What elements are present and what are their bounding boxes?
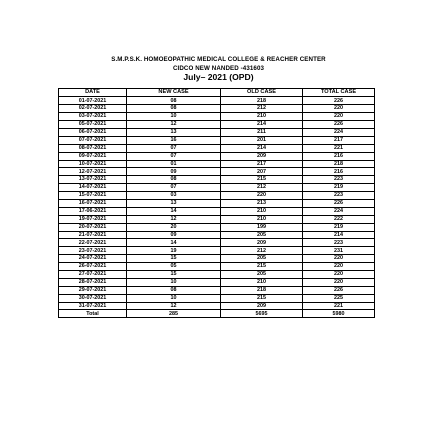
table-row	[59, 247, 375, 255]
total-case-cell: 218	[303, 160, 375, 168]
total-case-cell: 216	[303, 168, 375, 176]
total-case-cell: 217	[303, 136, 375, 144]
old-case-cell: 201	[221, 136, 303, 144]
total-case-cell: 226	[303, 97, 375, 105]
old-case-cell: 212	[221, 105, 303, 113]
old-case-cell: 220	[221, 192, 303, 200]
total-row	[59, 310, 375, 318]
date-cell: 30-07-2021	[59, 294, 127, 302]
table-row	[59, 121, 375, 129]
table-row	[59, 302, 375, 310]
new-case-cell: 12	[127, 302, 221, 310]
new-case-cell: 19	[127, 247, 221, 255]
total-old-case: 5695	[221, 310, 303, 318]
total-case-cell: 220	[303, 278, 375, 286]
table-row	[59, 286, 375, 294]
total-case-cell: 226	[303, 199, 375, 207]
total-label: Total	[59, 310, 127, 318]
new-case-cell: 03	[127, 192, 221, 200]
institution-name: S.M.P.S.K. HOMOEOPATHIC MEDICAL COLLEGE & REACHER CENTER	[111, 56, 326, 63]
table-row	[59, 231, 375, 239]
date-cell: 24-07-2021	[59, 255, 127, 263]
column-header-new-case: NEW CASE	[127, 89, 221, 97]
old-case-cell: 217	[221, 160, 303, 168]
date-cell: 12-07-2021	[59, 168, 127, 176]
date-cell: 06-07-2021	[59, 128, 127, 136]
old-case-cell: 212	[221, 247, 303, 255]
date-cell: 07-07-2021	[59, 136, 127, 144]
table-row	[59, 294, 375, 302]
total-case-cell: 220	[303, 263, 375, 271]
old-case-cell: 214	[221, 121, 303, 129]
old-case-cell: 215	[221, 263, 303, 271]
new-case-cell: 10	[127, 113, 221, 121]
date-cell: 03-07-2021	[59, 113, 127, 121]
total-case-cell: 224	[303, 128, 375, 136]
old-case-cell: 210	[221, 215, 303, 223]
date-cell: 27-07-2021	[59, 270, 127, 278]
new-case-cell: 20	[127, 223, 221, 231]
new-case-cell: 08	[127, 286, 221, 294]
table-row	[59, 97, 375, 105]
table-row	[59, 160, 375, 168]
new-case-cell: 08	[127, 176, 221, 184]
old-case-cell: 215	[221, 294, 303, 302]
total-case-cell: 214	[303, 231, 375, 239]
table-row	[59, 152, 375, 160]
total-case-cell: 223	[303, 239, 375, 247]
old-case-cell: 205	[221, 270, 303, 278]
institution-address: CIDCO NEW NANDED -431603	[172, 65, 265, 72]
date-cell: 01-07-2021	[59, 97, 127, 105]
total-case-cell: 216	[303, 152, 375, 160]
date-cell: 02-07-2021	[59, 105, 127, 113]
date-cell: 17-06-2021	[59, 207, 127, 215]
old-case-cell: 213	[221, 199, 303, 207]
table-row	[59, 144, 375, 152]
new-case-cell: 01	[127, 160, 221, 168]
old-case-cell: 209	[221, 302, 303, 310]
new-case-cell: 14	[127, 239, 221, 247]
total-case-cell: 226	[303, 286, 375, 294]
table-row	[59, 176, 375, 184]
table-row	[59, 113, 375, 121]
date-cell: 22-07-2021	[59, 239, 127, 247]
opd-table	[58, 88, 375, 318]
total-case-cell: 220	[303, 105, 375, 113]
total-total-case: 5980	[303, 310, 375, 318]
total-case-cell: 219	[303, 184, 375, 192]
old-case-cell: 218	[221, 286, 303, 294]
date-cell: 08-07-2021	[59, 144, 127, 152]
date-cell: 13-07-2021	[59, 176, 127, 184]
old-case-cell: 205	[221, 255, 303, 263]
old-case-cell: 218	[221, 97, 303, 105]
total-case-cell: 219	[303, 223, 375, 231]
total-case-cell: 223	[303, 176, 375, 184]
date-cell: 14-07-2021	[59, 184, 127, 192]
old-case-cell: 210	[221, 113, 303, 121]
new-case-cell: 08	[127, 105, 221, 113]
new-case-cell: 09	[127, 168, 221, 176]
date-cell: 21-07-2021	[59, 231, 127, 239]
old-case-cell: 210	[221, 278, 303, 286]
table-row	[59, 270, 375, 278]
table-header-row	[59, 89, 375, 97]
table-row	[59, 263, 375, 271]
table-body	[59, 97, 375, 310]
table-row	[59, 215, 375, 223]
table-row	[59, 278, 375, 286]
total-new-case: 285	[127, 310, 221, 318]
new-case-cell: 16	[127, 136, 221, 144]
column-header-date: DATE	[59, 89, 127, 97]
table-row	[59, 223, 375, 231]
new-case-cell: 07	[127, 184, 221, 192]
new-case-cell: 15	[127, 270, 221, 278]
total-case-cell: 224	[303, 207, 375, 215]
table-row	[59, 128, 375, 136]
date-cell: 05-07-2021	[59, 121, 127, 129]
new-case-cell: 13	[127, 128, 221, 136]
table-row	[59, 184, 375, 192]
new-case-cell: 10	[127, 278, 221, 286]
column-header-old-case: OLD CASE	[221, 89, 303, 97]
total-case-cell: 223	[303, 192, 375, 200]
old-case-cell: 207	[221, 168, 303, 176]
report-period-title: July– 2021 (OPD)	[183, 72, 254, 82]
date-cell: 10-07-2021	[59, 160, 127, 168]
total-case-cell: 225	[303, 294, 375, 302]
new-case-cell: 12	[127, 121, 221, 129]
table-row	[59, 105, 375, 113]
new-case-cell: 07	[127, 152, 221, 160]
table-row	[59, 199, 375, 207]
old-case-cell: 214	[221, 144, 303, 152]
date-cell: 19-07-2021	[59, 215, 127, 223]
new-case-cell: 13	[127, 199, 221, 207]
date-cell: 26-07-2021	[59, 263, 127, 271]
date-cell: 16-07-2021	[59, 199, 127, 207]
new-case-cell: 14	[127, 207, 221, 215]
date-cell: 23-07-2021	[59, 247, 127, 255]
old-case-cell: 199	[221, 223, 303, 231]
old-case-cell: 211	[221, 128, 303, 136]
old-case-cell: 205	[221, 231, 303, 239]
new-case-cell: 07	[127, 144, 221, 152]
new-case-cell: 10	[127, 294, 221, 302]
date-cell: 09-07-2021	[59, 152, 127, 160]
total-case-cell: 221	[303, 302, 375, 310]
old-case-cell: 209	[221, 152, 303, 160]
total-case-cell: 220	[303, 255, 375, 263]
table-row	[59, 192, 375, 200]
total-case-cell: 222	[303, 215, 375, 223]
new-case-cell: 09	[127, 231, 221, 239]
old-case-cell: 209	[221, 239, 303, 247]
date-cell: 28-07-2021	[59, 278, 127, 286]
date-cell: 15-07-2021	[59, 192, 127, 200]
table-row	[59, 136, 375, 144]
total-case-cell: 226	[303, 121, 375, 129]
new-case-cell: 12	[127, 215, 221, 223]
column-header-total-case: TOTAL CASE	[303, 89, 375, 97]
new-case-cell: 15	[127, 255, 221, 263]
total-case-cell: 221	[303, 144, 375, 152]
table-row	[59, 168, 375, 176]
total-case-cell: 220	[303, 113, 375, 121]
new-case-cell: 08	[127, 97, 221, 105]
total-case-cell: 231	[303, 247, 375, 255]
table-row	[59, 255, 375, 263]
new-case-cell: 05	[127, 263, 221, 271]
old-case-cell: 210	[221, 207, 303, 215]
date-cell: 20-07-2021	[59, 223, 127, 231]
old-case-cell: 212	[221, 184, 303, 192]
old-case-cell: 215	[221, 176, 303, 184]
table-row	[59, 239, 375, 247]
date-cell: 31-07-2021	[59, 302, 127, 310]
total-case-cell: 220	[303, 270, 375, 278]
date-cell: 29-07-2021	[59, 286, 127, 294]
table-row	[59, 207, 375, 215]
